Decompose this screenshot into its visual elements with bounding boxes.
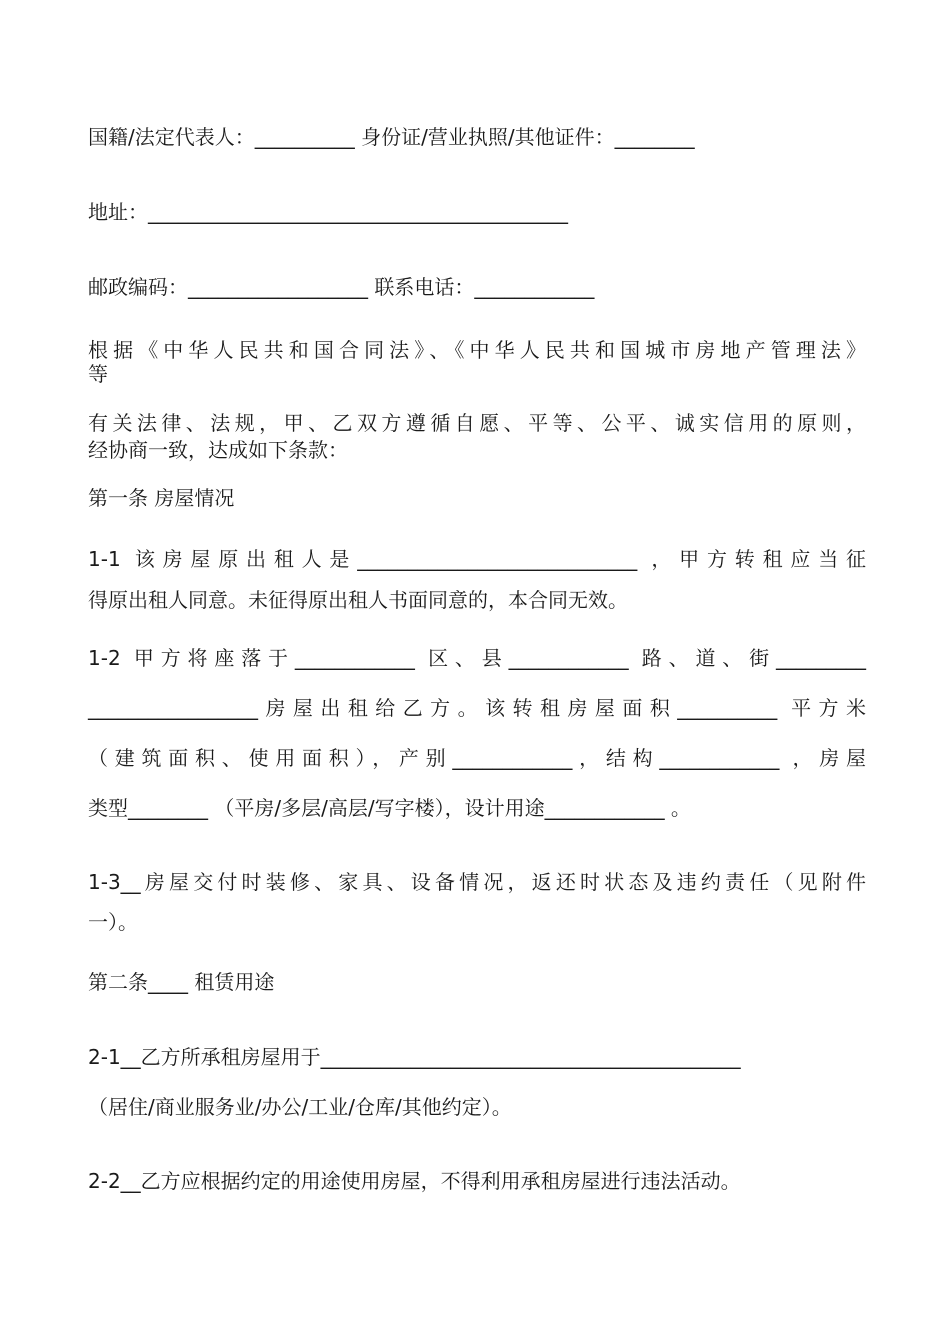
clause-1-1-line-2: 得原出租人同意。未征得原出租人书面同意的，本合同无效。 [88, 588, 628, 612]
preamble-line-2: 等 [88, 362, 108, 386]
preamble-line-3: 有关法律、法规，甲、乙双方遵循自愿、平等、公平、诚实信用的原则， [88, 411, 866, 435]
clause-1-3-line-1: 1-3__房屋交付时装修、家具、设备情况，返还时状态及违约责任（见附件 [88, 870, 866, 894]
postal-phone-line: 邮政编码：__________________ 联系电话：____________ [88, 275, 595, 299]
address-line: 地址：__________________________________________ [88, 200, 568, 224]
clause-1-3-line-2: 一）。 [88, 910, 138, 934]
preamble-line-1: 根据《中华人民共和国合同法》、《中华人民共和国城市房地产管理法》 [88, 338, 866, 362]
preamble-line-4: 经协商一致，达成如下条款： [88, 438, 348, 462]
clause-1-2-line-1: 1-2 甲方将座落于____________ 区、县____________ 路、道、街_________ [88, 646, 866, 670]
clause-1-2-line-2: _________________房屋出租给乙方。该转租房屋面积__________ 平方米 [88, 696, 866, 720]
clause-1-1-line-1: 1-1 该房屋原出租人是____________________________ ，甲方转租应当征 [88, 547, 866, 571]
clause-2-2-line: 2-2__乙方应根据约定的用途使用房屋，不得利用承租房屋进行违法活动。 [88, 1169, 741, 1193]
clause-2-1-line-1: 2-1__乙方所承租房屋用于__________________________________________ [88, 1045, 741, 1069]
clause-1-2-line-3: （建筑面积、使用面积），产别____________，结构____________ ，房屋 [88, 746, 866, 770]
clause-1-2-line-4: 类型________ （平房/多层/高层/写字楼），设计用途____________ 。 [88, 796, 691, 820]
article-1-heading: 第一条 房屋情况 [88, 486, 235, 510]
nationality-representative-line: 国籍/法定代表人：__________ 身份证/营业执照/其他证件：________ [88, 125, 695, 149]
clause-2-1-line-2: （居住/商业服务业/办公/工业/仓库/其他约定）。 [88, 1095, 512, 1119]
article-2-heading: 第二条____ 租赁用途 [88, 970, 275, 994]
